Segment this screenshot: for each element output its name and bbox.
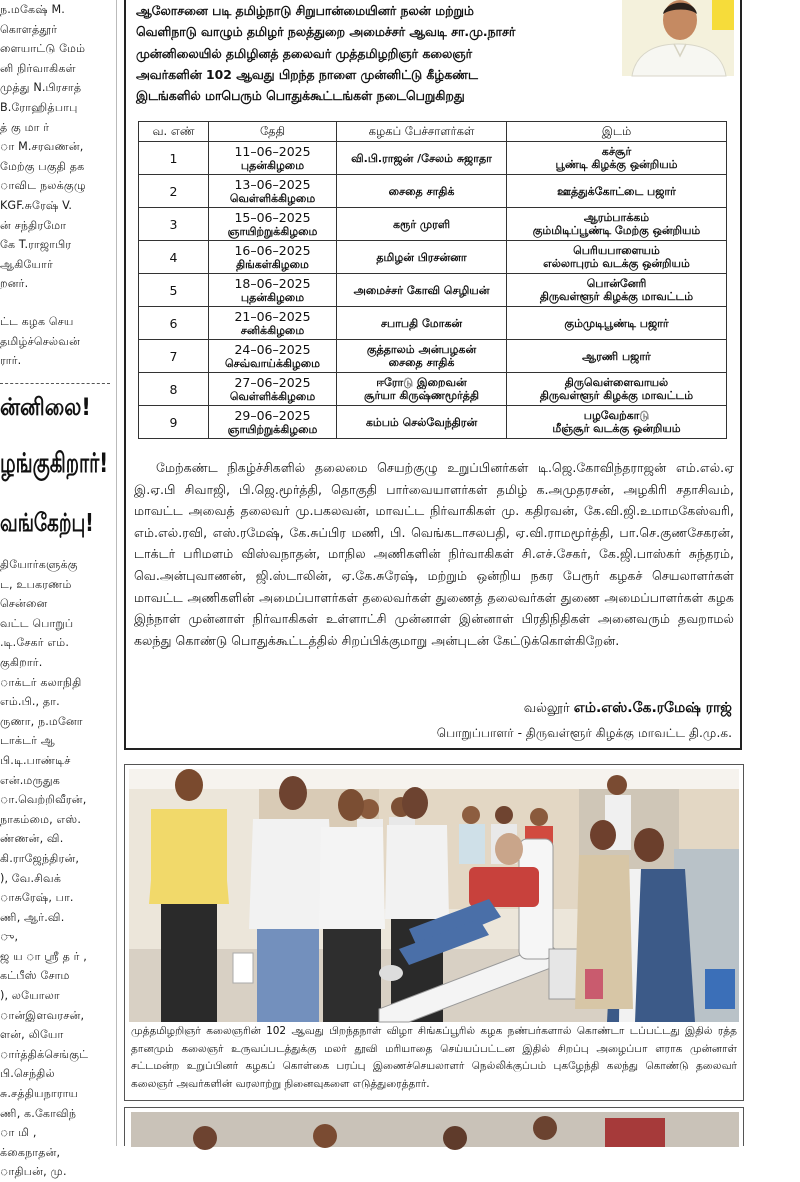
left-text-line: சு.சத்தியநாராய: [0, 1087, 79, 1101]
cell-speakers: [337, 175, 507, 208]
next-photo-article: [124, 1107, 744, 1146]
speaker-name: சைதை சாதிக்: [388, 356, 455, 369]
left-text-line: எம்.பி., தா.: [0, 695, 60, 709]
portrait-background: [712, 0, 734, 30]
left-article-top: [0, 0, 112, 294]
cell-venue: [507, 208, 727, 241]
schedule-row: [139, 241, 727, 274]
left-text-line: ார்த்திக்செங்குட்: [0, 1047, 89, 1061]
left-article-bottom: [0, 555, 112, 1182]
cell-speakers: [337, 241, 507, 274]
schedule-row: [139, 406, 727, 439]
venue-line: பொன்னேரி: [586, 277, 647, 290]
left-article-end: [0, 312, 112, 371]
left-headline-3: வங்கேற்பு!: [0, 508, 94, 537]
cell-serial: 1: [139, 142, 209, 175]
date-value: 11–06–2025: [234, 143, 311, 159]
left-text-line: கொளத்தூர்: [0, 22, 58, 36]
cell-date: [209, 373, 337, 406]
speaker-name: குத்தாலம் அன்பழகன்: [366, 343, 477, 356]
blue-bag: [705, 969, 735, 1009]
schedule-row: [139, 340, 727, 373]
left-text-line: சென்னை: [0, 597, 48, 611]
cell-serial: 6: [139, 307, 209, 340]
cell-date: [209, 208, 337, 241]
next-photo-strip: [125, 1108, 745, 1147]
day-value: சனிக்கிழமை: [240, 323, 305, 337]
photo-article: [124, 764, 744, 1101]
left-text-line: க்கைநாதன்,: [0, 1145, 61, 1159]
cell-venue: [507, 274, 727, 307]
left-text-line: ா மி ,: [0, 1126, 37, 1140]
day-value: புதன்கிழமை: [240, 158, 305, 172]
venue-line: ஆரணி பஜார்: [582, 349, 651, 363]
speaker-name: சைதை சாதிக்: [388, 184, 455, 198]
header-speakers: கழகப் பேச்சாளர்கள்: [337, 122, 507, 142]
date-value: 24–06–2025: [234, 341, 311, 357]
left-text-line: ண்ணன், வி.: [0, 832, 64, 846]
left-text-line: முத்து N.பிரசாத்: [0, 81, 82, 95]
day-value: ஞாயிற்றுக்கிழமை: [227, 422, 318, 436]
venue-line: திருவள்ளூர் கிழக்கு மாவட்டம்: [539, 389, 694, 402]
left-text-line: ா M.சரவணன்,: [0, 140, 84, 154]
left-text-line: ான்இளவரசன்,: [0, 1008, 85, 1022]
cell-speakers: [337, 142, 507, 175]
left-text-line: ஜ ய ா ஸ்ரீ த ர் ,: [0, 949, 87, 963]
left-column: [0, 0, 112, 1179]
meeting-notice: [124, 0, 742, 750]
left-text-line: பி.செந்தில்: [0, 1067, 55, 1081]
left-text-line: ரார்.: [0, 354, 22, 368]
cell-venue: [507, 142, 727, 175]
photo-caption: முத்தமிழறிஞர் கலைஞரின் 102 ஆவது பிறந்தநாள் விழா சிங்கப்பூரில் கழக நண்பர்களால் கொண்டா டப்பட்டது இதில் ரத்த தானமும் கலைஞர் உருவப்படத்துக்கு மலர் தூவி மரியாதை செய்யப்பட்டன இதில் சிறப்பு அழைப்பா ளராக முன்னாள் சட்டமன்ற உறுப்பினர் கழகப் கொள்கை பரப்பு இணைச்செயலாளர் நெல்லிக்குப்பம் புகழேந்தி கலந்து கொண்டு தலைவர் கலைஞர் அவர்களின் வரலாற்று நினைவுகளை எடுத்துரைத்தார்.: [131, 1025, 737, 1090]
left-text-line: தியோர்களுக்கு: [0, 558, 78, 571]
left-text-line: .டி.சேகர் எம்.: [0, 636, 69, 650]
left-headline-2: ழங்குகிறார்!: [0, 448, 109, 479]
venue-line: திருவள்ளூர் கிழக்கு மாவட்டம்: [539, 290, 694, 303]
cell-speakers: [337, 208, 507, 241]
blood-donation-photo: [129, 769, 739, 1022]
left-text-line: ட, உபகரணம்: [0, 577, 72, 591]
cell-venue: [507, 307, 727, 340]
venue-line: கும்முடிபூண்டி பஜார்: [564, 316, 669, 330]
speaker-name: கரூர் முரளி: [393, 217, 450, 231]
date-value: 15–06–2025: [234, 209, 311, 225]
intro-line: வெளிநாடு வாழும் தமிழர் நலத்துறை அமைச்சர் ஆவடி சா.மு.நாசர்: [136, 24, 516, 40]
left-text-line: ணி, க.கோவிந்: [0, 1106, 77, 1120]
day-value: ஞாயிற்றுக்கிழமை: [227, 224, 318, 238]
schedule-row: [139, 142, 727, 175]
left-text-line: ட்ட கழக செய: [0, 315, 74, 328]
cell-serial: 4: [139, 241, 209, 274]
left-text-line: டாக்டர் ஆ: [0, 734, 55, 748]
left-text-line: நாகம்மை, எஸ்.: [0, 812, 82, 826]
left-text-line: ளையாட்டு மேம்: [0, 42, 86, 56]
cell-date: [209, 142, 337, 175]
cell-speakers: [337, 373, 507, 406]
date-value: 16–06–2025: [234, 242, 311, 258]
left-text-line: ஆகியோர்: [0, 257, 53, 271]
cell-speakers: [337, 406, 507, 439]
venue-line: பழவேற்காடு: [583, 409, 650, 422]
speaker-name: வி.பி.ராஜன் /சேலம் சுஜாதா: [351, 151, 492, 165]
venue-line: எல்லாபுரம் வடக்கு ஒன்றியம்: [543, 257, 690, 270]
intro-line: ஆலோசனை படி தமிழ்நாடு சிறுபான்மையினர் நலன் மற்றும்: [136, 3, 474, 18]
left-text-line: ா.வெற்றிவீரன்,: [0, 793, 87, 807]
left-text-line: ணி, ஆர்.வி.: [0, 910, 65, 924]
day-value: புதன்கிழமை: [240, 290, 305, 304]
date-value: 21–06–2025: [234, 308, 311, 324]
cell-date: [209, 307, 337, 340]
left-text-line: ாசுரேஷ், பா.: [0, 891, 74, 905]
cell-venue: [507, 241, 727, 274]
left-text-line: KGF.சுரேஷ் V.: [0, 198, 73, 212]
cell-date: [209, 274, 337, 307]
signature-title: பொறுப்பாளர் - திருவள்ளூர் கிழக்கு மாவட்ட தி.மு.க.: [436, 726, 732, 740]
left-text-line: ாவிட நலக்குழு: [0, 179, 86, 193]
schedule-row: [139, 274, 727, 307]
left-text-line: B.ரோஹித்பாபு: [0, 100, 78, 114]
venue-line: மீஞ்சூர் வடக்கு ஒன்றியம்: [552, 422, 681, 435]
left-headline-1: ன்னிலை!: [0, 393, 91, 421]
cell-serial: 3: [139, 208, 209, 241]
date-value: 18–06–2025: [234, 275, 311, 291]
venue-line: பெரியபாளையம்: [573, 244, 660, 257]
date-value: 29–06–2025: [234, 407, 311, 423]
schedule-row: [139, 307, 727, 340]
left-text-line: ந.மகேஷ் M.: [0, 3, 65, 16]
cell-speakers: [337, 274, 507, 307]
signature-prefix: வல்லூர்: [523, 701, 570, 716]
cell-serial: 5: [139, 274, 209, 307]
left-text-line: கட்பீஸ் சோம: [0, 969, 70, 983]
venue-line: ஆரம்பாக்கம்: [583, 211, 650, 224]
cell-serial: 2: [139, 175, 209, 208]
left-text-line: ாக்டர் கலாநிதி: [0, 675, 82, 689]
signature-name: எம்.எஸ்.கே.ரமேஷ் ராஜ்: [573, 700, 732, 716]
left-text-line: ாதிபன், மு.: [0, 1165, 67, 1179]
notice-body-text: மேற்கண்ட நிகழ்ச்சிகளில் தலைமை செயற்குழு உறுப்பினர்கள் டி.ஜெ.கோவிந்தராஜன் எம்.எல்.ஏ இ.ஏ.பி சிவாஜி, பி.ஜெ.மூர்த்தி, தொகுதி பார்வையாளர்கள் தமிழ் க.அமுதரசன், அழகிரி சதாசிவம், மாவட்ட அவைத் தலைவர் மு.பகலவன், மாவட்ட நிர்வாகிகள் மு. கதிரவன், கே.வி.ஜி.உமாமகேஸ்வரி, எம்.எல்.ரவி, எஸ்.ரமேஷ், கே.சுப்பிர மணி, பி. வெங்கடாசலபதி, ஏ.வி.ராமமூர்த்தி, பா.செ.குணசேகரன், டாக்டர் பரிமளம் விஸ்வநாதன், மாநில அணிகளின் நிர்வாகிகள் சி.எச்.சேகர், கே.ஜி.பாஸ்கர் சுந்தரம், வெ.அன்புவாணன், ஜி.ஸ்டாலின், ஏ.கே.சுரேஷ், மற்றும் ஒன்றிய நகர பேரூர் கழகச் செயலாளர்கள் மாவட்ட அணிகளின் அமைப்பாளர்கள் தலைவர்கள் துணைத் தலைவர்கள் துணை அமைப்பாளர்கள் கழக இந்நாள் முன்னாள் நிர்வாகிகள் உள்ளாட்சி முன்னாள் இன்னாள் பிரதிநிதிகள் அனைவரும் தவறாமல் கலந்து கொண்டு பொதுக்கூட்டத்தில் சிறப்பிக்குமாறு அன்புடன் கேட்டுக்கொள்கிறேன்.: [134, 460, 734, 648]
header-date: தேதி: [209, 122, 337, 142]
speaker-name: கம்பம் செல்வேந்திரன்: [365, 415, 478, 429]
cell-venue: [507, 406, 727, 439]
cell-serial: 8: [139, 373, 209, 406]
speaker-name: சூர்யா கிருஷ்ணமூர்த்தி: [364, 389, 479, 402]
portrait-photo: [622, 0, 734, 76]
intro-line: இடங்களில் மாபெரும் பொதுக்கூட்டங்கள் நடைபெறுகிறது: [136, 88, 465, 104]
cell-venue: [507, 340, 727, 373]
left-text-line: மேற்கு பகுதி தக: [0, 159, 85, 173]
cell-date: [209, 406, 337, 439]
cell-serial: 7: [139, 340, 209, 373]
left-text-line: ன் சந்திரமோ: [0, 218, 67, 232]
left-text-line: குகிறார்.: [0, 655, 43, 669]
left-text-line: வட்ட பொறுப்: [0, 616, 74, 630]
cell-speakers: [337, 307, 507, 340]
header-serial: வ. எண்: [139, 122, 209, 142]
cell-speakers: [337, 340, 507, 373]
venue-line: கும்மிடிப்பூண்டி மேற்கு ஒன்றியம்: [532, 224, 701, 237]
left-text-line: கே T.ராஜாபிர: [0, 238, 72, 252]
left-text-line: தமிழ்ச்செல்வன்: [0, 334, 81, 348]
left-text-line: ), வே.சிவக்: [0, 871, 62, 885]
speaker-name: சபாபதி மோகன்: [380, 316, 463, 330]
cell-venue: [507, 373, 727, 406]
intro-line: முன்னிலையில் தமிழினத் தலைவர் முத்தமிழறிஞர் கலைஞர்: [136, 45, 473, 61]
cell-date: [209, 175, 337, 208]
speaker-name: தமிழன் பிரசன்னா: [376, 250, 467, 264]
left-text-line: னி நிர்வாகிகள்: [0, 61, 76, 75]
speaker-name: அமைச்சர் கோவி செழியன்: [353, 283, 490, 297]
venue-line: திருவெள்ளைவாயல்: [564, 376, 669, 389]
venue-line: கச்சூர்: [601, 145, 632, 158]
cell-date: [209, 241, 337, 274]
schedule-table: [138, 121, 727, 439]
left-text-line: ளன், லியோ: [0, 1028, 64, 1042]
day-value: வெள்ளிக்கிழமை: [229, 191, 316, 205]
column-divider-dashed: [0, 383, 110, 384]
day-value: வெள்ளிக்கிழமை: [229, 389, 316, 403]
left-text-line: றனர்.: [0, 277, 29, 291]
left-text-line: த் கு மா ர்: [0, 120, 50, 134]
notice-intro: [136, 0, 606, 106]
date-value: 27–06–2025: [234, 374, 311, 390]
schedule-row: [139, 175, 727, 208]
header-venue: இடம்: [507, 122, 727, 142]
cell-serial: 9: [139, 406, 209, 439]
column-rule: [116, 0, 117, 1146]
left-text-line: ருணா, ந.மனோ: [0, 714, 83, 728]
date-value: 13–06–2025: [234, 176, 311, 192]
left-text-line: ு,: [0, 930, 19, 944]
schedule-row: [139, 208, 727, 241]
speaker-name: ஈரோடு இறைவன்: [376, 376, 467, 389]
notice-body: [134, 457, 734, 651]
intro-line: அவர்களின் 102 ஆவது பிறந்த நாளை முன்னிட்டு கீழ்கண்ட: [136, 66, 478, 82]
signature-line: [524, 700, 732, 718]
cell-venue: [507, 175, 727, 208]
photo-scene: [129, 769, 739, 1022]
schedule-row: [139, 373, 727, 406]
left-text-line: ), லயோலா: [0, 989, 60, 1003]
left-text-line: கி.ராஜேந்திரன்,: [0, 851, 80, 865]
schedule-header-row: [139, 122, 727, 142]
venue-line: பூண்டி கிழக்கு ஒன்றியம்: [555, 158, 678, 171]
left-text-line: பி.டி.பாண்டிச்: [0, 753, 71, 767]
day-value: திங்கள்கிழமை: [236, 257, 309, 271]
left-text-line: என்.மருதுக: [0, 773, 61, 787]
cell-date: [209, 340, 337, 373]
day-value: செவ்வாய்க்கிழமை: [224, 356, 321, 370]
venue-line: ஊத்துக்கோட்டை பஜார்: [557, 184, 676, 198]
